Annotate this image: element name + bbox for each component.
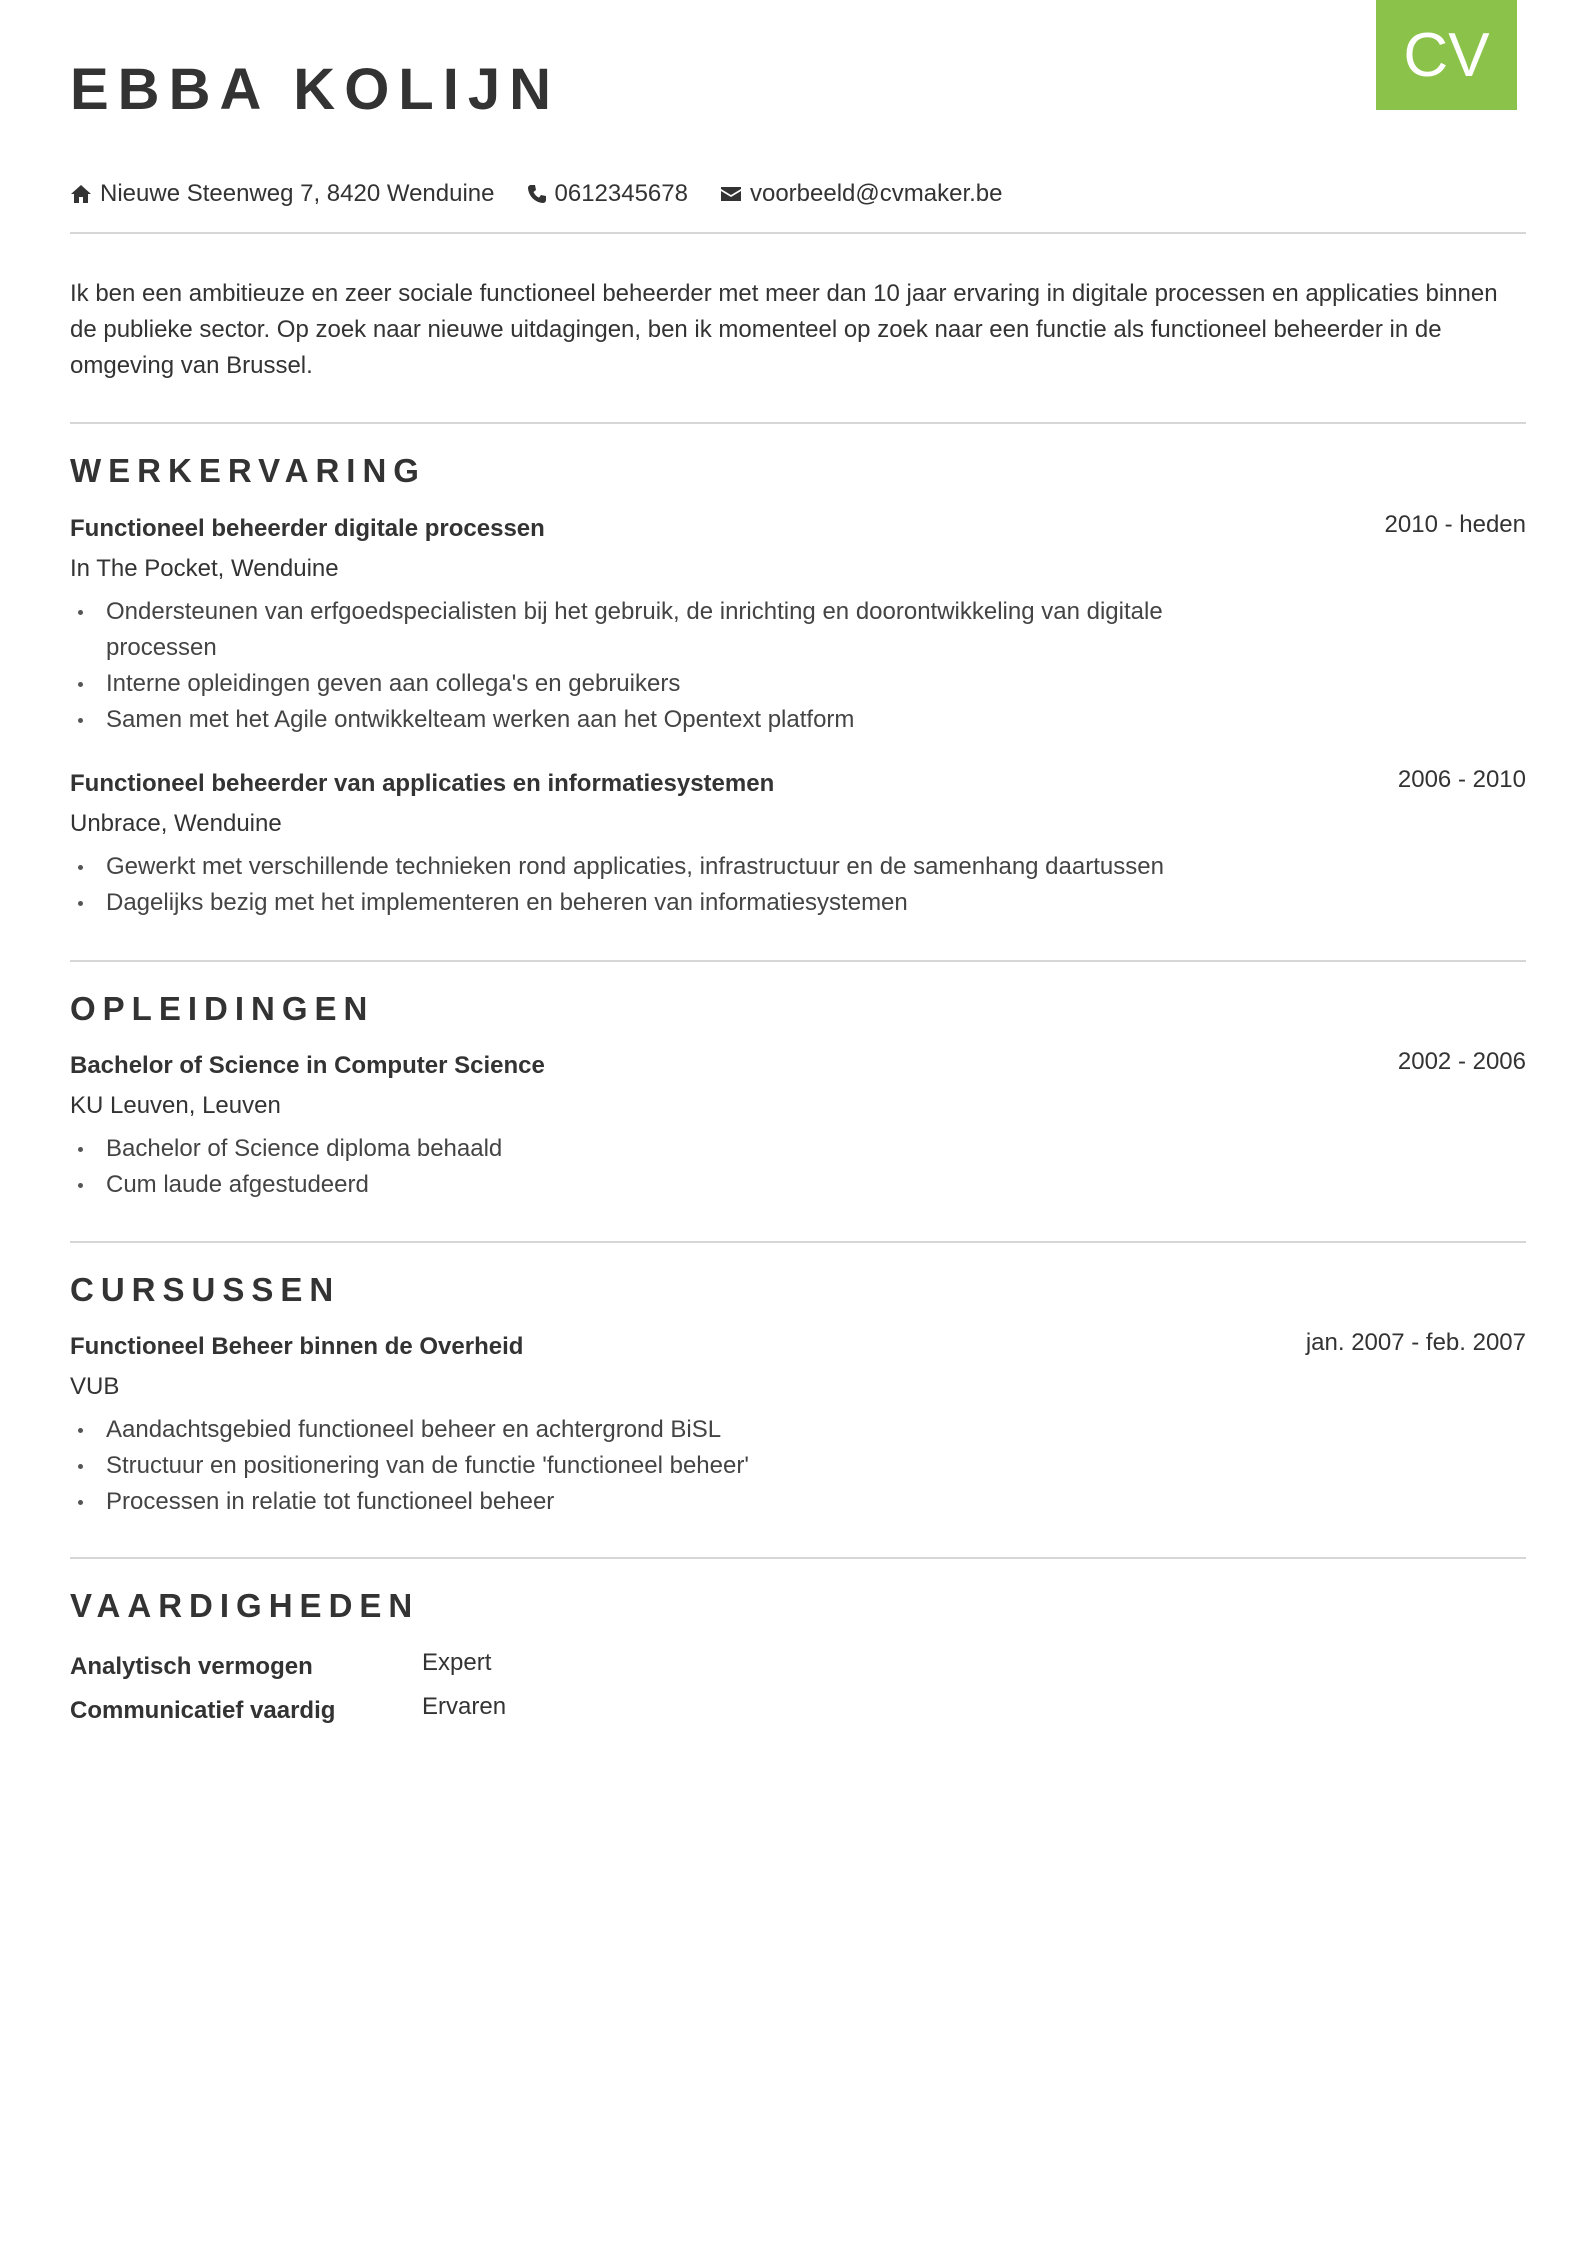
bullet-item: Gewerkt met verschillende technieken rond applicaties, infrastructuur en de samenhang daartussen: [70, 849, 1210, 885]
contact-phone: [527, 180, 688, 208]
bullet-item: Dagelijks bezig met het implementeren en beheren van informatiesystemen: [70, 885, 1210, 921]
bullet-item: Bachelor of Science diploma behaald: [70, 1131, 1210, 1167]
entry-title: Functioneel beheerder van applicaties en informatiesystemen: [70, 770, 775, 797]
course-entry: [70, 1330, 1526, 1520]
skills-list: [70, 1645, 506, 1733]
bullet-item: Interne opleidingen geven aan collega's en gebruikers: [70, 666, 1210, 702]
entry-organization: VUB: [70, 1373, 120, 1400]
address-text: Nieuwe Steenweg 7, 8420 Wenduine: [100, 180, 495, 207]
entry-bullets: [70, 1131, 1210, 1203]
work-entry: [70, 767, 1526, 921]
bullet-item: Cum laude afgestudeerd: [70, 1167, 1210, 1203]
contact-bar: [70, 176, 1034, 212]
cv-badge: CV: [1376, 0, 1517, 110]
profile-summary: Ik ben een ambitieuze en zeer sociale functioneel beheerder met meer dan 10 jaar ervaring in digitale processen en applicaties binnen de publieke sector. Op zoek naar nieuwe uitdagingen, ben ik momenteel op zoek naar een functie als functioneel beheerder in de omgeving van Brussel.: [70, 280, 1498, 379]
entry-organization: Unbrace, Wenduine: [70, 810, 282, 837]
skill-row: [70, 1645, 506, 1689]
phone-icon: [527, 184, 547, 204]
candidate-name: EBBA KOLIJN: [70, 57, 560, 122]
education-entry: [70, 1049, 1526, 1203]
work-entry: [70, 512, 1526, 738]
home-icon: [70, 184, 92, 204]
skill-row: [70, 1689, 506, 1733]
section-title-skills: VAARDIGHEDEN: [70, 1587, 420, 1624]
section-title-work: WERKERVARING: [70, 452, 426, 489]
entry-date: 2006 - 2010: [1397, 766, 1526, 793]
divider: [70, 232, 1526, 234]
bullet-item: Aandachtsgebied functioneel beheer en achtergrond BiSL: [70, 1412, 1210, 1448]
contact-address: [70, 180, 495, 208]
skill-name: Analytisch vermogen: [70, 1653, 313, 1680]
entry-organization: KU Leuven, Leuven: [70, 1092, 281, 1119]
skill-name: Communicatief vaardig: [70, 1697, 336, 1724]
email-text: voorbeeld@cvmaker.be: [749, 180, 1003, 207]
entry-title: Functioneel beheerder digitale processen: [70, 515, 545, 542]
divider: [70, 1241, 1526, 1243]
section-title-education: OPLEIDINGEN: [70, 990, 375, 1027]
divider: [70, 422, 1526, 424]
entry-organization: In The Pocket, Wenduine: [70, 555, 339, 582]
entry-bullets: [70, 1412, 1210, 1520]
bullet-item: Samen met het Agile ontwikkelteam werken aan het Opentext platform: [70, 702, 1210, 738]
bullet-item: Ondersteunen van erfgoedspecialisten bij het gebruik, de inrichting en doorontwikkeling van digitale processen: [70, 594, 1210, 666]
skill-level: Expert: [422, 1649, 492, 1676]
divider: [70, 1557, 1526, 1559]
entry-bullets: [70, 594, 1210, 738]
bullet-item: Processen in relatie tot functioneel beheer: [70, 1484, 1210, 1520]
envelope-icon: [720, 186, 742, 202]
entry-date: jan. 2007 - feb. 2007: [1305, 1329, 1526, 1356]
section-title-courses: CURSUSSEN: [70, 1271, 341, 1308]
contact-email: [720, 180, 1003, 208]
entry-date: 2002 - 2006: [1397, 1048, 1526, 1075]
entry-bullets: [70, 849, 1210, 921]
phone-text: 0612345678: [554, 180, 688, 207]
bullet-item: Structuur en positionering van de functie 'functioneel beheer': [70, 1448, 1210, 1484]
skill-level: Ervaren: [422, 1693, 507, 1720]
divider: [70, 960, 1526, 962]
entry-title: Bachelor of Science in Computer Science: [70, 1052, 545, 1079]
entry-date: 2010 - heden: [1384, 511, 1526, 538]
entry-title: Functioneel Beheer binnen de Overheid: [70, 1333, 524, 1360]
